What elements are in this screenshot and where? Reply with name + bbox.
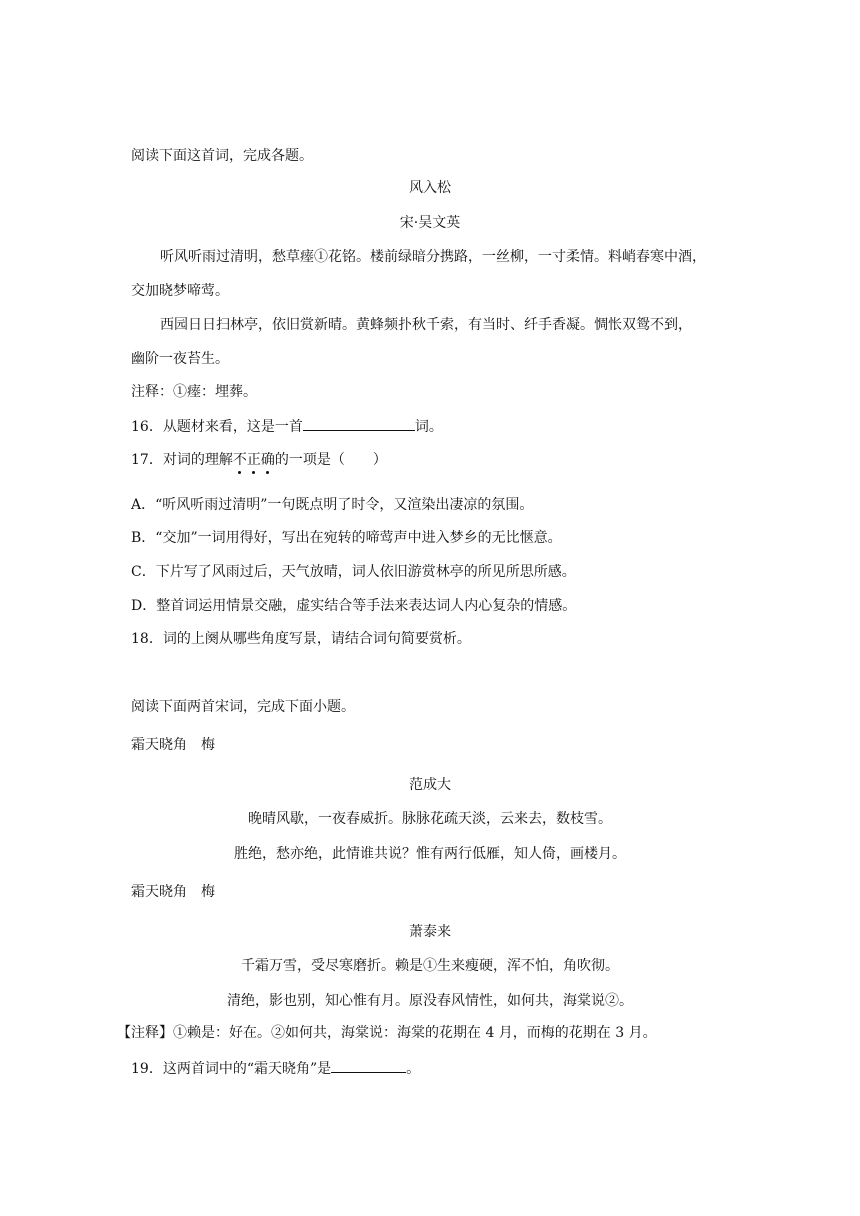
section1-intro: 阅读下面这首词，完成各题。 xyxy=(131,148,313,164)
question-18: 18．词的上阕从哪些角度写景，请结合词句简要赏析。 xyxy=(131,631,471,647)
option-b: B．“交加”一词用得好，写出在宛转的啼莺声中进入梦乡的无比惬意。 xyxy=(131,530,562,546)
poem-note: 注释：①瘗：埋葬。 xyxy=(131,384,257,400)
option-c: C．下片写了风雨过后，天气放晴，词人依旧游赏林亭的所见所思所感。 xyxy=(131,564,576,580)
poem1-line2: 胜绝，愁亦绝，此情谁共说？惟有两行低雁，知人倚，画楼月。 xyxy=(234,846,626,862)
poem-title: 风入松 xyxy=(409,180,451,196)
stanza2-line1: 西园日日扫林亭，依旧赏新晴。黄蜂频扑秋千索，有当时、纤手香凝。惆怅双鸳不到， xyxy=(160,317,692,333)
emphasis-char-3: 确 xyxy=(260,452,275,468)
emphasis-char-1: 不 xyxy=(232,452,247,468)
q19-suffix: 。 xyxy=(406,1061,421,1077)
q19-prefix: 19．这两首词中的“霜天晓角”是 xyxy=(131,1061,332,1077)
question-16 xyxy=(131,415,443,437)
poem1-author: 范成大 xyxy=(409,777,451,793)
option-a: A．“听风听雨过清明”一句既点明了时令，又渲染出凄凉的氛围。 xyxy=(131,497,534,513)
question-19 xyxy=(131,1057,420,1079)
poem-author: 宋·吴文英 xyxy=(399,215,461,231)
poem2-author: 萧泰来 xyxy=(409,924,451,940)
stanza2-line2: 幽阶一夜苔生。 xyxy=(131,351,229,367)
poem1-line1: 晚晴风歇，一夜春威折。脉脉花疏天淡，云来去，数枝雪。 xyxy=(248,811,612,827)
q16-answer-blank[interactable] xyxy=(303,415,415,431)
poem2-title: 霜天晓角 梅 xyxy=(131,884,215,900)
poem1-title: 霜天晓角 梅 xyxy=(131,737,215,753)
q17-suffix: 的一项是（ ） xyxy=(274,452,387,468)
q19-answer-blank[interactable] xyxy=(331,1057,406,1073)
section2-intro: 阅读下面两首宋词，完成下面小题。 xyxy=(131,699,355,715)
q16-suffix: 词。 xyxy=(414,419,443,435)
stanza1-line2: 交加晓梦啼莺。 xyxy=(131,283,229,299)
poem2-line2: 清绝，影也别，知心惟有月。原没春风情性，如何共，海棠说②。 xyxy=(227,993,633,1009)
q16-prefix: 16．从题材来看，这是一首 xyxy=(131,419,303,435)
question-17 xyxy=(131,450,387,470)
poem2-note: 【注释】①赖是：好在。②如何共，海棠说：海棠的花期在 4 月，而梅的花期在 3 月。 xyxy=(117,1025,657,1041)
option-d: D．整首词运用情景交融，虚实结合等手法来表达词人内心复杂的情感。 xyxy=(131,598,577,614)
q17-prefix: 17．对词的理解 xyxy=(131,452,233,468)
stanza1-line1: 听风听雨过清明，愁草瘗①花铭。楼前绿暗分携路，一丝柳，一寸柔情。料峭春寒中酒， xyxy=(160,249,706,265)
poem2-line1: 千霜万雪，受尽寒磨折。赖是①生来瘦硬，浑不怕，角吹彻。 xyxy=(241,958,619,974)
emphasis-char-2: 正 xyxy=(246,452,261,468)
